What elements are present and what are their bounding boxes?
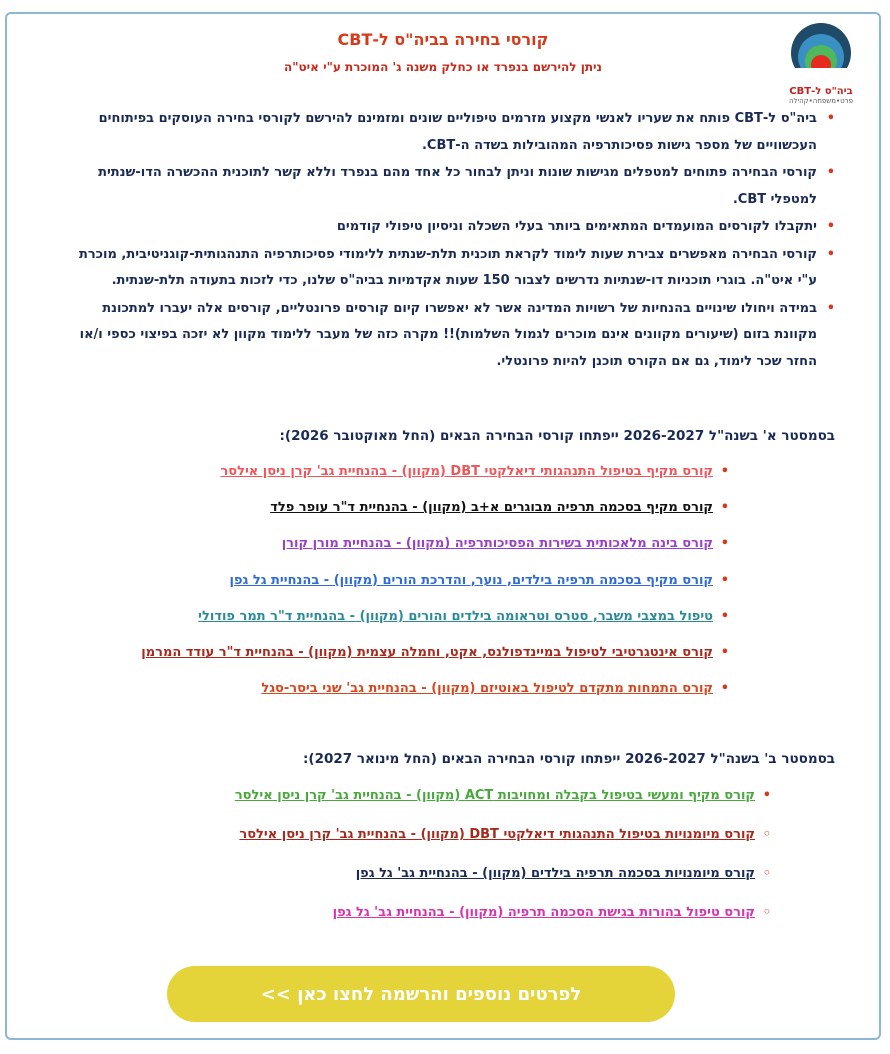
course-link[interactable]: קורס מיומנויות בסכמה תרפיה בילדים (מקוון) - בהנחיית גב' גל גפן bbox=[355, 866, 755, 881]
course-link[interactable]: קורס טיפול בהורות בגישת הסכמה תרפיה (מקוון) - בהנחיית גב' גל גפן bbox=[332, 905, 755, 920]
intro-item: • קורסי הבחירה מאפשרים צבירת שעות לימוד לקראת תוכנית תלת-שנתית ללימודי פסיכותרפיה התנהגותית-קוגניטיבית, מוכרת ע"י איט"ה. בוגרי תוכניות דו-שנתיות נדרשים לצבור 150 שעות אקדמיות בביה"ס שלנו, כדי לזכות בתעודה תלת-שנתית. bbox=[57, 242, 835, 295]
course-list-item bbox=[47, 643, 729, 679]
semester-b-title: בסמסטר ב' בשנה"ל 2026-2027 ייפתחו קורסי הבחירה הבאים (החל מינואר 2027): bbox=[302, 751, 835, 767]
course-list-item bbox=[47, 462, 729, 498]
school-logo[interactable] bbox=[781, 22, 861, 114]
course-list-item bbox=[47, 903, 771, 942]
course-link[interactable]: טיפול במצבי משבר, סטרס וטראומה בילדים והורים (מקוון) - בהנחיית ד"ר תמר פודולי bbox=[198, 608, 713, 624]
intro-item: • יתקבלו לקורסים המועמדים המתאימים ביותר בעלי השכלה וניסיון טיפולי קודמים bbox=[57, 214, 835, 241]
semester-b-course-list bbox=[47, 786, 771, 942]
course-list-item bbox=[47, 786, 771, 825]
logo-subtitle: פרט•משפחה•קהילה bbox=[788, 97, 853, 105]
course-list-item bbox=[47, 607, 729, 643]
intro-item: • ביה"ס ל-CBT פותח את שעריו לאנשי מקצוע מזרמים טיפוליים שונים ומזמינם להירשם לקורסי בחירה העוסקים בפיתוחים העכשוויים של מספר גישות פסיכותרפיה המהובילות בשדה ה-CBT. bbox=[57, 106, 835, 159]
course-link[interactable]: קורס מקיף בטיפול התנהגותי דיאלקטי DBT (מקוון) - בהנחיית גב' קרן ניסן אילסר bbox=[220, 464, 713, 479]
course-link[interactable]: קורס בינה מלאכותית בשירות הפסיכותרפיה (מקוון) - בהנחיית מורן קורן bbox=[281, 536, 713, 552]
course-link[interactable]: קורס מקיף בסכמה תרפיה בילדים, נוער, והדרכת הורים (מקוון) - בהנחיית גל גפן bbox=[229, 572, 713, 588]
course-link[interactable]: קורס מקיף ומעשי בטיפול בקבלה ומחויבות ACT (מקוון) - בהנחיית גב' קרן ניסן אילסר bbox=[234, 788, 755, 803]
course-link[interactable]: קורס אינטגרטיבי לטיפול במיינדפולנס, אקט, וחמלה עצמית (מקוון) - בהנחיית ד"ר עודד המרמן bbox=[141, 644, 713, 660]
logo-title: ביה"ס ל-CBT bbox=[789, 86, 853, 97]
course-link[interactable]: קורס מיומנויות בטיפול התנהגותי דיאלקטי DBT (מקוון) - בהנחיית גב' קרן ניסן אילסר bbox=[239, 827, 755, 842]
course-list-item bbox=[47, 864, 771, 903]
course-list-item bbox=[47, 498, 729, 534]
course-list-item bbox=[47, 571, 729, 607]
course-list-item bbox=[47, 534, 729, 570]
course-link[interactable]: קורס התמחות מתקדם לטיפול באוטיזם (מקוון) - בהנחיית גב' שני ביסר-סגל bbox=[261, 681, 713, 697]
course-list-item bbox=[47, 825, 771, 864]
intro-list bbox=[57, 106, 835, 376]
register-cta-button[interactable]: לפרטים נוספים והרשמה לחצו כאן >> bbox=[167, 966, 675, 1022]
course-link[interactable]: קורס מקיף בסכמה תרפיה מבוגרים א+ב (מקוון) - בהנחיית ד"ר עופר פלד bbox=[270, 500, 713, 516]
intro-item: • במידה ויחולו שינויים בהנחיות של רשויות המדינה אשר לא יאפשרו קיום קורסים פרונטליים, קורסים אלה יעברו למתכונת מקוונת בזום (שיעורים מקוונים אינם מוכרים לגמול השלמות)!! מקרה כזה של מעבר ללימוד מקוון לא יזכה בפיצוי כספי ו/או החזר שכר לימוד, גם אם הקורס תוכנן להיות פרונטלי. bbox=[57, 296, 835, 376]
content-card bbox=[5, 12, 881, 1040]
logo-circles-icon bbox=[790, 22, 852, 84]
intro-item: • קורסי הבחירה פתוחים למטפלים מגישות שונות וניתן לבחור כל אחד מהם בנפרד וללא קשר לתוכנית ההכשרה הדו-שנתית למטפלי CBT. bbox=[57, 160, 835, 213]
semester-a-course-list bbox=[47, 462, 729, 715]
course-list-item bbox=[47, 679, 729, 715]
page-subtitle: ניתן להירשם בנפרד או כחלק משנה ג' המוכרת ע"י איט"ה bbox=[284, 60, 602, 74]
page-header bbox=[127, 28, 759, 76]
page-title: קורסי בחירה בביה"ס ל-CBT bbox=[337, 30, 549, 49]
semester-a-title: בסמסטר א' בשנה"ל 2026-2027 ייפתחו קורסי הבחירה הבאים (החל מאוקטובר 2026): bbox=[279, 428, 835, 444]
